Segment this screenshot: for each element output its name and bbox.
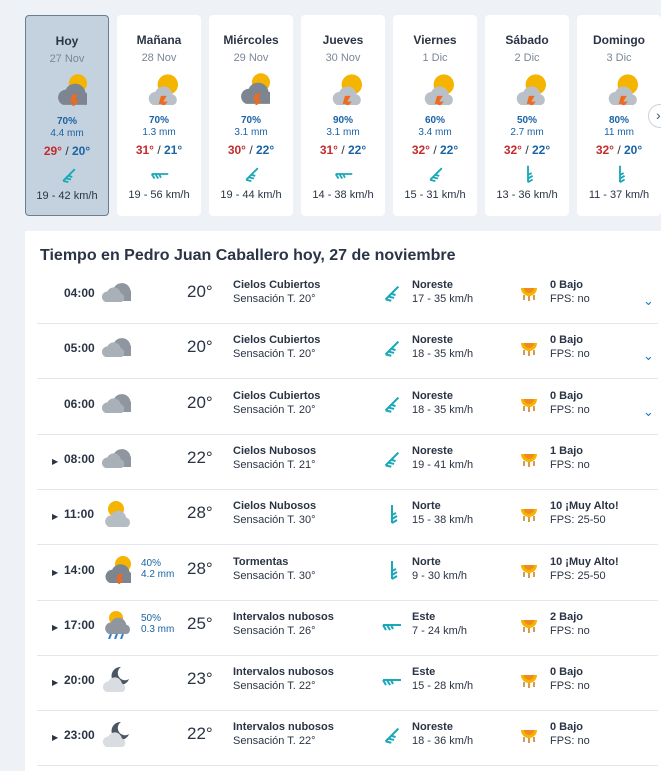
hour-row[interactable] bbox=[37, 324, 658, 379]
day-date: 2 Dic bbox=[514, 52, 540, 64]
day-date: 27 Nov bbox=[49, 53, 85, 65]
uv-sun-icon bbox=[518, 500, 540, 522]
day-card[interactable] bbox=[209, 15, 293, 216]
page-title: Tiempo en Pedro Juan Caballero hoy, 27 de noviembre bbox=[40, 247, 456, 264]
feels-like: Sensación T. 30° bbox=[233, 514, 316, 527]
wind-northeast-icon bbox=[380, 447, 404, 471]
wind-direction: Noreste bbox=[412, 279, 453, 291]
hour-label: 08:00 bbox=[64, 451, 95, 466]
sky-description: Cielos Nubosos bbox=[233, 444, 317, 457]
temp-min: 22° bbox=[256, 143, 275, 157]
precip-probability: 70% bbox=[56, 116, 77, 127]
temp-min: 22° bbox=[348, 143, 367, 157]
temp-range: 32° / 22° bbox=[503, 143, 551, 157]
uv-index: 2 Bajo bbox=[550, 610, 584, 623]
temp-min: 22° bbox=[532, 143, 551, 157]
cloudy-icon bbox=[101, 332, 131, 362]
uv-sun-icon bbox=[518, 556, 540, 578]
wind-range: 13 - 36 km/h bbox=[496, 189, 558, 201]
sun-rain-icon bbox=[101, 609, 131, 639]
storm-cloud-icon bbox=[101, 554, 131, 584]
hour-label: 17:00 bbox=[64, 617, 95, 632]
day-card[interactable] bbox=[25, 15, 109, 216]
moon-cloud-icon bbox=[101, 719, 131, 749]
precip-amount: 4.2 mm bbox=[141, 568, 175, 580]
fps-recommendation: FPS: no bbox=[550, 680, 590, 693]
sun-cloud-icon bbox=[101, 498, 131, 528]
precip-amount: 3.4 mm bbox=[418, 127, 452, 138]
feels-like: Sensación T. 22° bbox=[233, 680, 316, 693]
temp-range: 29° / 20° bbox=[43, 144, 91, 158]
wind-range: 11 - 37 km/h bbox=[588, 189, 650, 201]
uv-index: 0 Bajo bbox=[550, 389, 584, 402]
wind-speed: 15 - 38 km/h bbox=[412, 514, 474, 527]
feels-like: Sensación T. 30° bbox=[233, 569, 316, 582]
chevron-down-icon[interactable]: ⌄ bbox=[643, 348, 654, 364]
wind-northeast-icon bbox=[380, 336, 404, 360]
temp-max: 32° bbox=[595, 143, 614, 157]
wind-speed: 7 - 24 km/h bbox=[412, 624, 468, 637]
temp-max: 31° bbox=[135, 143, 154, 157]
wind-northeast-icon bbox=[380, 281, 404, 305]
hour-row[interactable] bbox=[37, 269, 658, 324]
temp-range: 32° / 20° bbox=[595, 143, 643, 157]
fps-recommendation: FPS: no bbox=[550, 348, 590, 361]
temp-min: 22° bbox=[440, 143, 459, 157]
caret-right-icon: ▶ bbox=[52, 733, 59, 743]
uv-sun-icon bbox=[518, 611, 540, 633]
sky-description: Intervalos nubosos bbox=[233, 721, 334, 734]
sun-storm-icon bbox=[328, 71, 362, 105]
hour-row[interactable] bbox=[37, 490, 658, 545]
wind-north-icon bbox=[609, 163, 631, 185]
feels-like: Sensación T. 20° bbox=[233, 293, 316, 305]
caret-right-icon: ▶ bbox=[52, 622, 59, 632]
day-name: Hoy bbox=[55, 34, 79, 48]
hourly-forecast-panel bbox=[25, 231, 661, 771]
temp-min: 21° bbox=[164, 143, 183, 157]
day-date: 1 Dic bbox=[422, 52, 448, 64]
temp-range: 31° / 22° bbox=[319, 143, 367, 157]
moon-cloud-icon bbox=[101, 664, 131, 694]
hour-label: 04:00 bbox=[64, 286, 95, 300]
temp-max: 32° bbox=[503, 143, 522, 157]
day-card[interactable] bbox=[301, 15, 385, 216]
uv-sun-icon bbox=[518, 334, 540, 356]
temp-max: 32° bbox=[411, 143, 430, 157]
hour-row[interactable] bbox=[37, 656, 658, 711]
wind-northeast-icon bbox=[380, 392, 404, 416]
chevron-down-icon[interactable]: ⌄ bbox=[643, 403, 654, 419]
temp-min: 20° bbox=[624, 143, 643, 157]
wind-north-icon bbox=[517, 163, 539, 185]
day-name: Mañana bbox=[136, 33, 182, 47]
cloudy-icon bbox=[101, 277, 131, 307]
precip-amount: 11 mm bbox=[604, 127, 634, 138]
wind-range: 15 - 31 km/h bbox=[404, 189, 466, 201]
hour-label: 14:00 bbox=[64, 562, 95, 577]
uv-index: 0 Bajo bbox=[550, 721, 584, 734]
day-date: 29 Nov bbox=[233, 52, 269, 64]
uv-index: 1 Bajo bbox=[550, 444, 584, 457]
temp-max: 29° bbox=[43, 144, 62, 158]
temperature: 20° bbox=[187, 337, 213, 357]
day-name: Domingo bbox=[593, 33, 645, 47]
caret-right-icon: ▶ bbox=[52, 456, 59, 466]
caret-right-icon: ▶ bbox=[52, 678, 59, 688]
sky-description: Tormentas bbox=[233, 555, 289, 568]
uv-sun-icon bbox=[518, 390, 540, 412]
wind-east-icon bbox=[380, 613, 404, 637]
hour-row[interactable] bbox=[37, 380, 658, 435]
hour-label: 20:00 bbox=[64, 673, 95, 688]
temperature: 22° bbox=[187, 724, 213, 744]
wind-northeast-icon bbox=[58, 164, 80, 186]
day-card[interactable] bbox=[485, 15, 569, 216]
wind-range: 19 - 44 km/h bbox=[220, 189, 282, 201]
cloudy-icon bbox=[101, 443, 131, 473]
temperature: 23° bbox=[187, 669, 213, 689]
uv-index: 10 ¡Muy Alto! bbox=[550, 500, 619, 513]
feels-like: Sensación T. 26° bbox=[233, 624, 316, 637]
uv-sun-icon bbox=[518, 666, 540, 688]
wind-east-icon bbox=[333, 163, 355, 185]
precip-probability: 90% bbox=[332, 115, 353, 126]
wind-range: 19 - 42 km/h bbox=[36, 190, 98, 202]
wind-range: 14 - 38 km/h bbox=[312, 189, 374, 201]
fps-recommendation: FPS: no bbox=[550, 624, 590, 637]
wind-northeast-icon bbox=[425, 163, 447, 185]
fps-recommendation: FPS: no bbox=[550, 458, 590, 471]
temperature: 28° bbox=[187, 558, 213, 578]
wind-east-icon bbox=[149, 163, 171, 185]
storm-cloud-icon bbox=[53, 72, 87, 106]
wind-north-icon bbox=[380, 558, 404, 582]
temp-range: 31° / 21° bbox=[135, 143, 183, 157]
uv-index: 0 Bajo bbox=[550, 334, 584, 347]
chevron-down-icon[interactable]: ⌄ bbox=[643, 293, 654, 308]
hour-row[interactable] bbox=[37, 435, 658, 490]
sky-description: Intervalos nubosos bbox=[233, 666, 334, 679]
wind-east-icon bbox=[380, 668, 404, 692]
day-date: 30 Nov bbox=[325, 52, 361, 64]
fps-recommendation: FPS: no bbox=[550, 735, 590, 748]
fps-recommendation: FPS: no bbox=[550, 403, 590, 416]
fps-recommendation: FPS: 25-50 bbox=[550, 569, 606, 582]
temp-max: 31° bbox=[319, 143, 338, 157]
wind-speed: 9 - 30 km/h bbox=[412, 569, 468, 582]
day-name: Jueves bbox=[322, 33, 364, 47]
uv-sun-icon bbox=[518, 445, 540, 467]
precip-probability: 50% bbox=[516, 115, 537, 126]
day-name: Miércoles bbox=[223, 33, 279, 47]
hour-label: 06:00 bbox=[64, 396, 95, 411]
chevron-right-icon: › bbox=[656, 107, 661, 123]
sun-storm-icon bbox=[420, 71, 454, 105]
precip-amount: 2.7 mm bbox=[510, 127, 544, 138]
temp-max: 30° bbox=[227, 143, 246, 157]
hour-label: 23:00 bbox=[64, 728, 95, 743]
feels-like: Sensación T. 20° bbox=[233, 403, 316, 416]
fps-recommendation: FPS: 25-50 bbox=[550, 514, 606, 527]
cloudy-icon bbox=[101, 388, 131, 418]
day-date: 3 Dic bbox=[606, 52, 632, 64]
wind-north-icon bbox=[380, 502, 404, 526]
precip-probability: 50% bbox=[141, 612, 162, 624]
daily-forecast-strip bbox=[0, 0, 661, 230]
wind-direction: Noreste bbox=[412, 721, 453, 734]
sun-storm-icon bbox=[512, 71, 546, 105]
wind-direction: Norte bbox=[412, 555, 441, 568]
day-date: 28 Nov bbox=[141, 52, 177, 64]
temp-range: 32° / 22° bbox=[411, 143, 459, 157]
wind-northeast-icon bbox=[241, 163, 263, 185]
temperature: 25° bbox=[187, 613, 213, 633]
hour-row[interactable] bbox=[37, 711, 658, 766]
sky-description: Cielos Cubiertos bbox=[233, 389, 321, 402]
hour-row[interactable] bbox=[37, 546, 658, 601]
wind-range: 19 - 56 km/h bbox=[128, 189, 190, 201]
wind-direction: Noreste bbox=[412, 389, 453, 402]
temperature: 22° bbox=[187, 447, 213, 467]
precip-amount: 3.1 mm bbox=[234, 127, 268, 138]
wind-northeast-icon bbox=[380, 723, 404, 747]
wind-speed: 18 - 35 km/h bbox=[412, 403, 474, 416]
sky-description: Cielos Nubosos bbox=[233, 500, 317, 513]
precip-amount: 0.3 mm bbox=[141, 623, 175, 635]
uv-sun-icon bbox=[518, 721, 540, 743]
hour-row[interactable] bbox=[37, 601, 658, 656]
precip-probability: 60% bbox=[424, 115, 445, 126]
fps-recommendation: FPS: no bbox=[550, 293, 590, 305]
wind-direction: Noreste bbox=[412, 334, 453, 347]
precip-amount: 4.4 mm bbox=[50, 128, 84, 139]
feels-like: Sensación T. 20° bbox=[233, 348, 316, 361]
precip-amount: 1.3 mm bbox=[142, 127, 176, 138]
precip-probability: 70% bbox=[148, 115, 169, 126]
wind-speed: 18 - 35 km/h bbox=[412, 348, 474, 361]
hour-label: 11:00 bbox=[64, 507, 95, 522]
wind-speed: 18 - 36 km/h bbox=[412, 735, 474, 748]
caret-right-icon: ▶ bbox=[52, 512, 59, 522]
storm-cloud-icon bbox=[236, 71, 270, 105]
precip-probability: 80% bbox=[608, 115, 629, 126]
sky-description: Intervalos nubosos bbox=[233, 610, 334, 623]
day-name: Viernes bbox=[413, 33, 457, 47]
uv-index: 0 Bajo bbox=[550, 279, 584, 291]
feels-like: Sensación T. 22° bbox=[233, 735, 316, 748]
day-card[interactable] bbox=[117, 15, 201, 216]
wind-direction: Noreste bbox=[412, 444, 453, 457]
sky-description: Cielos Cubiertos bbox=[233, 334, 321, 347]
wind-speed: 17 - 35 km/h bbox=[412, 293, 474, 305]
precip-probability: 40% bbox=[141, 557, 162, 569]
temperature: 20° bbox=[187, 392, 213, 412]
sky-description: Cielos Cubiertos bbox=[233, 279, 321, 291]
sun-storm-icon bbox=[604, 71, 638, 105]
hour-label: 05:00 bbox=[64, 341, 95, 356]
uv-sun-icon bbox=[518, 279, 540, 301]
wind-direction: Norte bbox=[412, 500, 441, 513]
day-card[interactable] bbox=[393, 15, 477, 216]
temp-min: 20° bbox=[72, 144, 91, 158]
caret-right-icon: ▶ bbox=[52, 567, 59, 577]
precip-amount: 3.1 mm bbox=[326, 127, 360, 138]
precip-probability: 70% bbox=[240, 115, 261, 126]
feels-like: Sensación T. 21° bbox=[233, 458, 316, 471]
wind-speed: 15 - 28 km/h bbox=[412, 680, 474, 693]
wind-direction: Este bbox=[412, 610, 436, 623]
temperature: 20° bbox=[187, 282, 213, 301]
temp-range: 30° / 22° bbox=[227, 143, 275, 157]
day-name: Sábado bbox=[505, 33, 549, 47]
temperature: 28° bbox=[187, 503, 213, 523]
wind-speed: 19 - 41 km/h bbox=[412, 458, 474, 471]
sun-storm-icon bbox=[144, 71, 178, 105]
uv-index: 10 ¡Muy Alto! bbox=[550, 555, 619, 568]
wind-direction: Este bbox=[412, 666, 436, 679]
uv-index: 0 Bajo bbox=[550, 666, 584, 679]
